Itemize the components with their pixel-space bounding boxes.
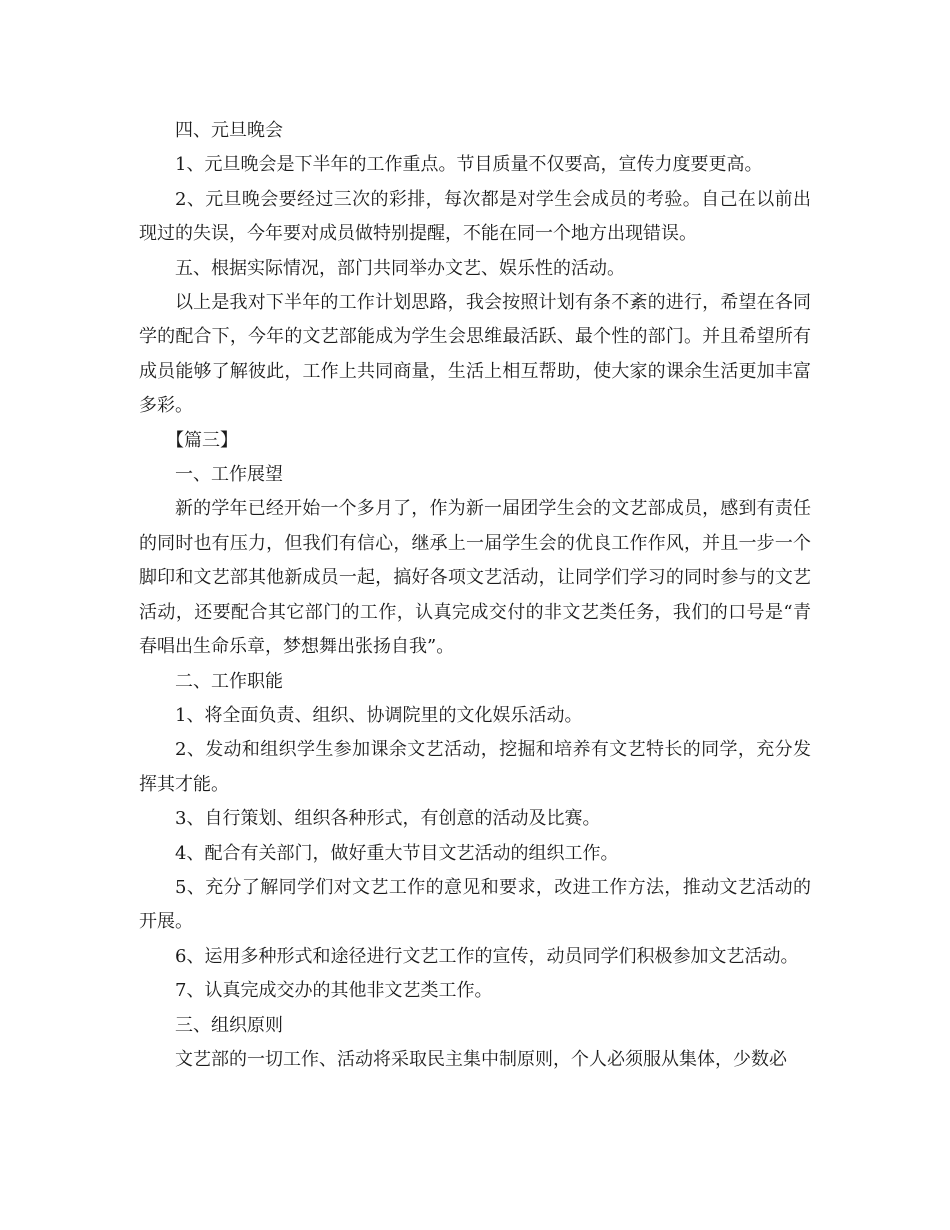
section-heading-organization-principles: 三、组织原则 <box>175 1014 283 1036</box>
paragraph: 文艺部的一切工作、活动将采取民主集中制原则，个人必须服从集体，少数必 <box>175 1048 787 1070</box>
list-item: 5、充分了解同学们对文艺工作的意见和要求，改进工作方法，推动文艺活动的开展。 <box>139 876 811 933</box>
paragraph: 以上是我对下半年的工作计划思路，我会按照计划有条不紊的进行，希望在各同学的配合下，今年的文艺部能成为学生会思维最活跃、最个性的部门。并且希望所有成员能够了解彼此，工作上共同商量，生活上相互帮助，使大家的课余生活更加丰富多彩。 <box>139 292 811 417</box>
list-item: 7、认真完成交办的其他非文艺类工作。 <box>175 980 493 1002</box>
paragraph: 新的学年已经开始一个多月了，作为新一届团学生会的文艺部成员，感到有责任的同时也有压力，但我们有信心，继承上一届学生会的优良工作作风，并且一步一个脚印和文艺部其他新成员一起，搞好各项文艺活动，让同学们学习的同时参与的文艺活动，还要配合其它部门的工作，认真完成交付的非文艺类任务，我们的口号是“青春唱出生命乐章，梦想舞出张扬自我”。 <box>139 498 811 658</box>
list-item: 4、配合有关部门，做好重大节目文艺活动的组织工作。 <box>175 842 619 864</box>
list-item: 3、自行策划、组织各种形式，有创意的活动及比赛。 <box>175 808 601 830</box>
list-item: 6、运用多种形式和途径进行文艺工作的宣传，动员同学们积极参加文艺活动。 <box>175 945 799 967</box>
section-heading-joint-activities: 五、根据实际情况，部门共同举办文艺、娱乐性的活动。 <box>175 257 625 279</box>
paragraph: 2、元旦晚会要经过三次的彩排，每次都是对学生会成员的考验。自己在以前出现过的失误，今年要对成员做特别提醒，不能在同一个地方出现错误。 <box>139 188 811 245</box>
document-body <box>139 114 811 1077</box>
section-heading-work-outlook: 一、工作展望 <box>175 464 283 486</box>
list-item: 1、将全面负责、组织、协调院里的文化娱乐活动。 <box>175 704 583 726</box>
section-heading-work-functions: 二、工作职能 <box>175 670 283 692</box>
section-heading-new-year-gala: 四、元旦晚会 <box>175 120 283 141</box>
paragraph: 1、元旦晚会是下半年的工作重点。节目质量不仅要高，宣传力度要更高。 <box>175 154 763 176</box>
chapter-heading-part-three: 【篇三】 <box>166 429 238 451</box>
list-item: 2、发动和组织学生参加课余文艺活动，挖掘和培养有文艺特长的同学，充分发挥其才能。 <box>139 739 811 795</box>
